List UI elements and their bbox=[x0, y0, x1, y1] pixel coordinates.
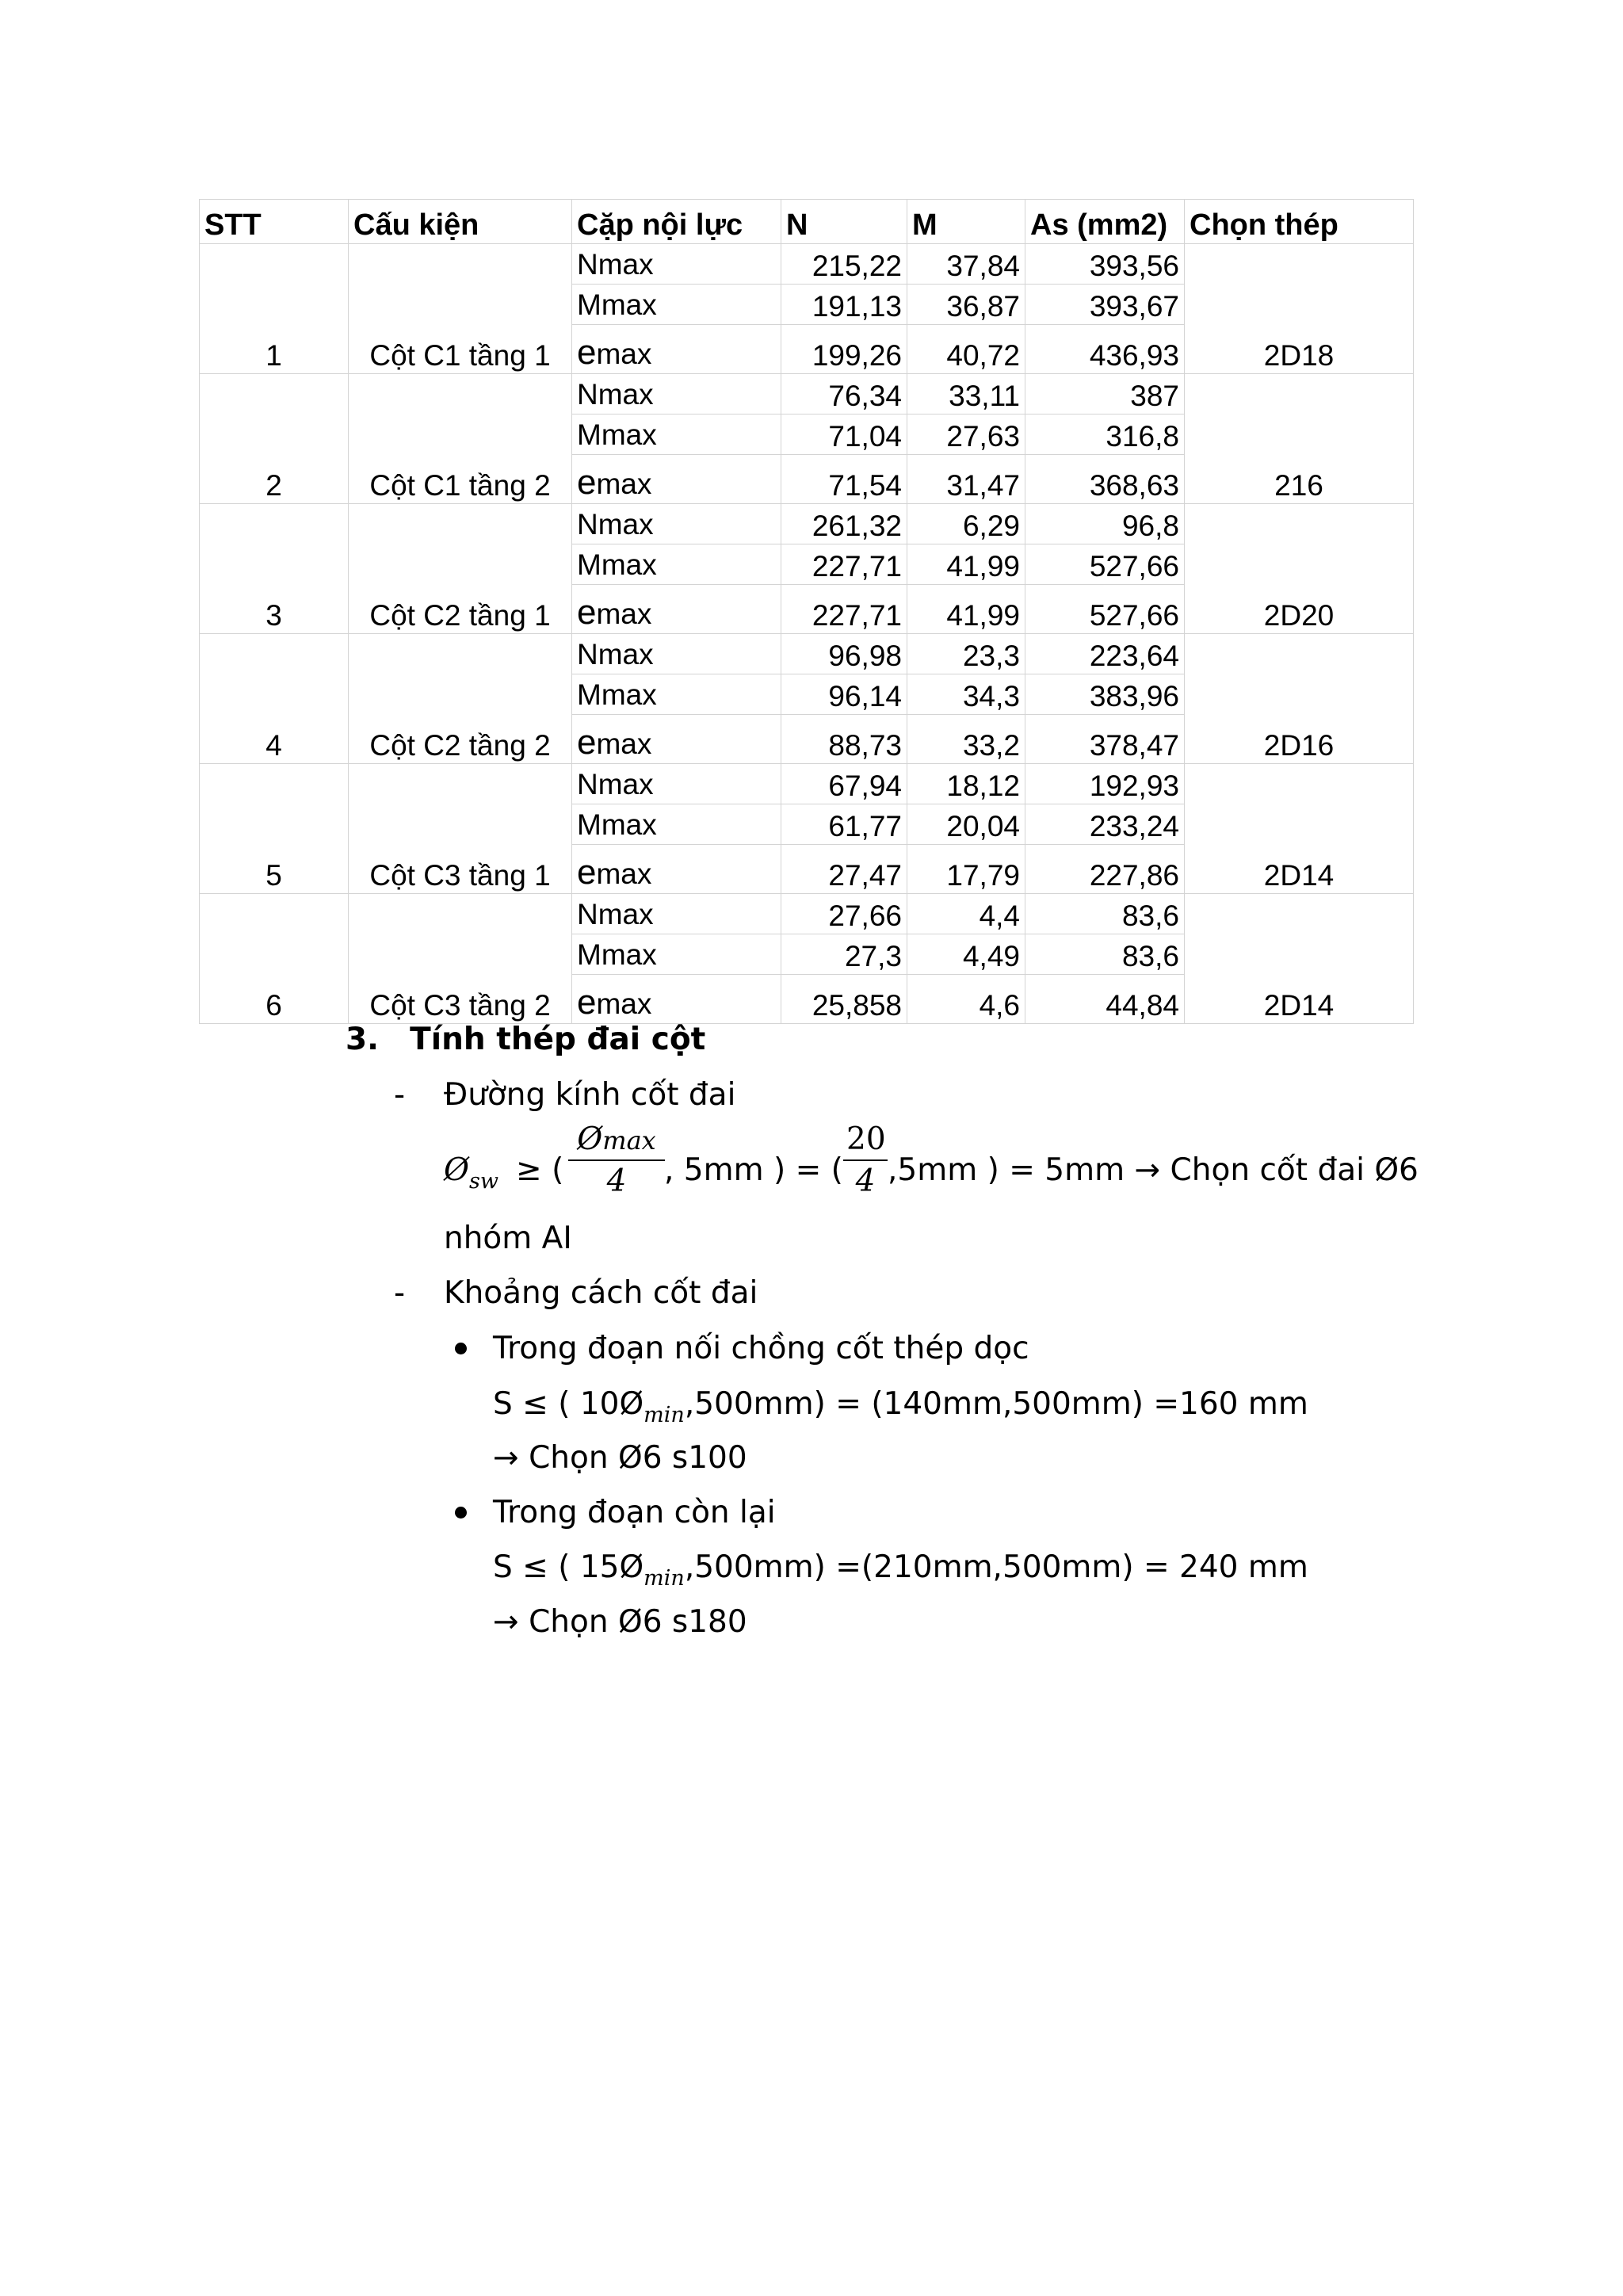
cell-as: 233,24 bbox=[1025, 804, 1185, 845]
header-stt: STT bbox=[200, 200, 349, 244]
cell-stt: 5 bbox=[200, 764, 349, 894]
cell-as: 436,93 bbox=[1025, 325, 1185, 374]
bullet2-title: Trong đoạn còn lại bbox=[493, 1495, 776, 1530]
cell-m: 27,63 bbox=[907, 415, 1025, 455]
cell-cau-kien: Cột C2 tầng 2 bbox=[349, 634, 572, 764]
cell-stt: 6 bbox=[200, 894, 349, 1024]
cell-m: 36,87 bbox=[907, 285, 1025, 325]
cell-cap-noi-luc: emax bbox=[572, 975, 781, 1024]
table-row bbox=[200, 634, 1414, 674]
bullet-dot-1 bbox=[455, 1343, 467, 1354]
cell-cau-kien: Cột C1 tầng 2 bbox=[349, 374, 572, 504]
cell-as: 44,84 bbox=[1025, 975, 1185, 1024]
cell-cap-noi-luc: emax bbox=[572, 585, 781, 634]
bullet1-formula: S ≤ ( $10Ø_{min},500mm) = (140mm,500mm) =160$ mm bbox=[493, 1386, 1308, 1427]
cell-m: 41,99 bbox=[907, 585, 1025, 634]
cell-stt: 4 bbox=[200, 634, 349, 764]
bullet1-choice: → Chọn Ø6 s100 bbox=[493, 1440, 747, 1476]
cell-cap-noi-luc: Nmax bbox=[572, 244, 781, 285]
cell-m: 18,12 bbox=[907, 764, 1025, 804]
header-chon-thep: Chọn thép bbox=[1185, 200, 1414, 244]
table-row bbox=[200, 374, 1414, 415]
cell-cap-noi-luc: Mmax bbox=[572, 285, 781, 325]
formula-line2: nhóm AI bbox=[444, 1221, 572, 1256]
cell-n: 27,47 bbox=[781, 845, 907, 894]
cell-m: 20,04 bbox=[907, 804, 1025, 845]
cell-cap-noi-luc: Mmax bbox=[572, 934, 781, 975]
cell-chon-thep: 2D16 bbox=[1185, 634, 1414, 764]
cell-cap-noi-luc: emax bbox=[572, 325, 781, 374]
table-header-row bbox=[200, 200, 1414, 244]
cell-cap-noi-luc: emax bbox=[572, 455, 781, 504]
cell-m: 31,47 bbox=[907, 455, 1025, 504]
cell-m: 6,29 bbox=[907, 504, 1025, 544]
cell-m: 4,6 bbox=[907, 975, 1025, 1024]
cell-stt: 2 bbox=[200, 374, 349, 504]
cell-chon-thep: 2D14 bbox=[1185, 764, 1414, 894]
cell-cap-noi-luc: Nmax bbox=[572, 374, 781, 415]
cell-as: 316,8 bbox=[1025, 415, 1185, 455]
formula-geq-open: ≥ ( bbox=[516, 1152, 564, 1188]
cell-m: 4,4 bbox=[907, 894, 1025, 934]
header-cap-noi-luc: Cặp nội lực bbox=[572, 200, 781, 244]
cell-m: 33,11 bbox=[907, 374, 1025, 415]
cell-n: 227,71 bbox=[781, 544, 907, 585]
cell-n: 88,73 bbox=[781, 715, 907, 764]
cell-as: 96,8 bbox=[1025, 504, 1185, 544]
cell-as: 83,6 bbox=[1025, 894, 1185, 934]
header-as: As (mm2) bbox=[1025, 200, 1185, 244]
formula-result: ,5mm ) = 5mm → Chọn cốt đai Ø6 bbox=[888, 1152, 1419, 1188]
cell-cau-kien: Cột C3 tầng 2 bbox=[349, 894, 572, 1024]
cell-n: 27,66 bbox=[781, 894, 907, 934]
cell-cap-noi-luc: emax bbox=[572, 715, 781, 764]
cell-chon-thep: 2D20 bbox=[1185, 504, 1414, 634]
bullet2-choice: → Chọn Ø6 s180 bbox=[493, 1604, 747, 1640]
diameter-label: Đường kính cốt đai bbox=[444, 1077, 736, 1113]
cell-n: 199,26 bbox=[781, 325, 907, 374]
cell-cap-noi-luc: Mmax bbox=[572, 415, 781, 455]
cell-as: 192,93 bbox=[1025, 764, 1185, 804]
cell-n: 96,14 bbox=[781, 674, 907, 715]
cell-as: 527,66 bbox=[1025, 544, 1185, 585]
cell-cau-kien: Cột C3 tầng 1 bbox=[349, 764, 572, 894]
bullet2-formula: S ≤ ( $15Ø_{min},500mm) =(210mm,500mm) = 240$ mm bbox=[493, 1549, 1308, 1591]
table-row bbox=[200, 244, 1414, 285]
cell-n: 25,858 bbox=[781, 975, 907, 1024]
cell-n: 227,71 bbox=[781, 585, 907, 634]
cell-cap-noi-luc: Nmax bbox=[572, 894, 781, 934]
cell-as: 223,64 bbox=[1025, 634, 1185, 674]
spacing-label: Khoảng cách cốt đai bbox=[444, 1275, 758, 1311]
cell-cau-kien: Cột C2 tầng 1 bbox=[349, 504, 572, 634]
cell-m: 37,84 bbox=[907, 244, 1025, 285]
table-body bbox=[200, 244, 1414, 1024]
cell-n: 76,34 bbox=[781, 374, 907, 415]
cell-n: 71,54 bbox=[781, 455, 907, 504]
cell-as: 383,96 bbox=[1025, 674, 1185, 715]
bullet1-title: Trong đoạn nối chồng cốt thép dọc bbox=[493, 1331, 1029, 1366]
cell-chon-thep: 216 bbox=[1185, 374, 1414, 504]
formula-middle: , 5mm ) = ( bbox=[664, 1152, 843, 1188]
cell-as: 393,67 bbox=[1025, 285, 1185, 325]
table-row bbox=[200, 764, 1414, 804]
section-number: 3. bbox=[346, 1022, 379, 1057]
cell-cap-noi-luc: Mmax bbox=[572, 544, 781, 585]
fraction-phi-max-over-4: Ømax 4 bbox=[568, 1124, 665, 1197]
cell-n: 61,77 bbox=[781, 804, 907, 845]
cell-m: 40,72 bbox=[907, 325, 1025, 374]
bullet-dot-2 bbox=[455, 1507, 467, 1519]
cell-n: 191,13 bbox=[781, 285, 907, 325]
table-row bbox=[200, 504, 1414, 544]
steel-selection-table bbox=[199, 199, 1414, 1024]
cell-as: 387 bbox=[1025, 374, 1185, 415]
header-m: M bbox=[907, 200, 1025, 244]
cell-stt: 1 bbox=[200, 244, 349, 374]
cell-m: 34,3 bbox=[907, 674, 1025, 715]
dash-marker-1: - bbox=[394, 1077, 406, 1113]
cell-cap-noi-luc: Nmax bbox=[572, 634, 781, 674]
section-title: Tính thép đai cột bbox=[410, 1022, 706, 1057]
cell-m: 4,49 bbox=[907, 934, 1025, 975]
cell-as: 227,86 bbox=[1025, 845, 1185, 894]
cell-n: 215,22 bbox=[781, 244, 907, 285]
section-heading bbox=[346, 1024, 705, 1055]
cell-m: 33,2 bbox=[907, 715, 1025, 764]
header-cau-kien: Cấu kiện bbox=[349, 200, 572, 244]
cell-as: 393,56 bbox=[1025, 244, 1185, 285]
cell-as: 527,66 bbox=[1025, 585, 1185, 634]
diameter-formula-phi: $Ø_{sw}$ bbox=[444, 1152, 498, 1194]
cell-m: 41,99 bbox=[907, 544, 1025, 585]
fraction-20-over-4: $\frac{20}{4}$ bbox=[843, 1124, 888, 1197]
cell-cau-kien: Cột C1 tầng 1 bbox=[349, 244, 572, 374]
cell-cap-noi-luc: Mmax bbox=[572, 804, 781, 845]
cell-cap-noi-luc: emax bbox=[572, 845, 781, 894]
cell-as: 368,63 bbox=[1025, 455, 1185, 504]
cell-as: 378,47 bbox=[1025, 715, 1185, 764]
cell-as: 83,6 bbox=[1025, 934, 1185, 975]
table-row bbox=[200, 894, 1414, 934]
cell-m: 17,79 bbox=[907, 845, 1025, 894]
cell-stt: 3 bbox=[200, 504, 349, 634]
cell-cap-noi-luc: Mmax bbox=[572, 674, 781, 715]
cell-n: 71,04 bbox=[781, 415, 907, 455]
cell-n: 96,98 bbox=[781, 634, 907, 674]
cell-n: 67,94 bbox=[781, 764, 907, 804]
header-n: N bbox=[781, 200, 907, 244]
dash-marker-2: - bbox=[394, 1275, 406, 1311]
cell-cap-noi-luc: Nmax bbox=[572, 764, 781, 804]
cell-n: 261,32 bbox=[781, 504, 907, 544]
cell-cap-noi-luc: Nmax bbox=[572, 504, 781, 544]
cell-m: 23,3 bbox=[907, 634, 1025, 674]
cell-chon-thep: 2D18 bbox=[1185, 244, 1414, 374]
cell-n: 27,3 bbox=[781, 934, 907, 975]
cell-chon-thep: 2D14 bbox=[1185, 894, 1414, 1024]
